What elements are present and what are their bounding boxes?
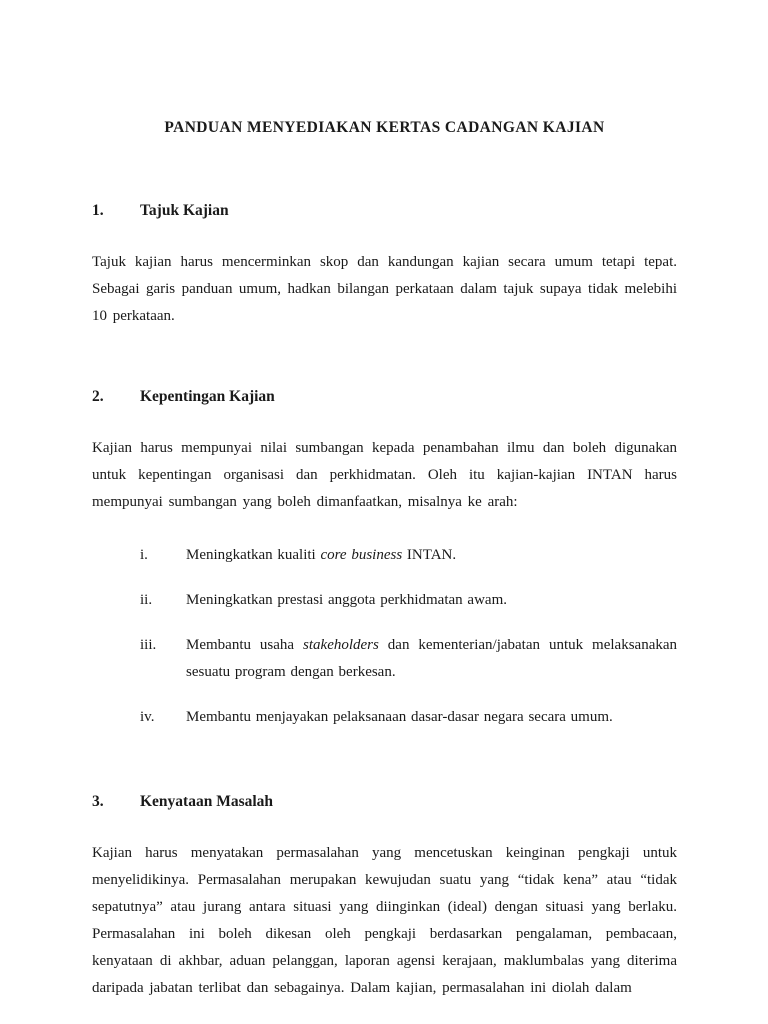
list-text-pre: Meningkatkan prestasi anggota perkhidmatan awam. bbox=[186, 592, 507, 608]
list-item-i bbox=[140, 542, 677, 569]
document-title: PANDUAN MENYEDIAKAN KERTAS CADANGAN KAJIAN bbox=[164, 119, 605, 136]
list-text-post: dan kementerian/jabatan untuk melaksanakan sesuatu program dengan berkesan. bbox=[186, 637, 678, 680]
list-marker: ii. bbox=[140, 592, 153, 608]
section-1-paragraph: Tajuk kajian harus mencerminkan skop dan kandungan kajian secara umum tetapi tepat. Sebagai garis panduan umum, hadkan bilangan perkataan dalam tajuk supaya tidak melebihi 10 perkataan. bbox=[92, 254, 677, 324]
section-3-paragraph: Kajian harus menyatakan permasalahan yang mencetuskan keinginan pengkaji untuk menyelidikinya. Permasalahan merupakan kewujudan suatu yang “tidak kena” atau “tidak sepatutnya” atau jurang antara situasi yang diinginkan (ideal) dengan situasi yang berlaku. Permasalahan ini boleh dikesan oleh pengkaji berdasarkan pengalaman, pembacaan, kenyataan di akhbar, aduan pelanggan, laporan agensi kerajaan, maklumbalas yang diterima daripada jabatan terlibat dan sebagainya. Dalam kajian, permasalahan ini diolah dalam bbox=[92, 845, 677, 996]
italic-term: core business bbox=[320, 547, 403, 563]
list-text bbox=[186, 542, 677, 569]
list-text bbox=[186, 632, 677, 686]
section-1-heading bbox=[92, 202, 677, 219]
list-text bbox=[186, 704, 677, 731]
list-marker: iv. bbox=[140, 709, 155, 725]
section-2-heading bbox=[92, 388, 677, 405]
section-number: 1. bbox=[92, 202, 104, 219]
list-item-iv bbox=[140, 704, 677, 731]
italic-term: stakeholders bbox=[303, 637, 379, 653]
section-title: Kepentingan Kajian bbox=[140, 388, 275, 405]
section-2-paragraph: Kajian harus mempunyai nilai sumbangan kepada penambahan ilmu dan boleh digunakan untuk kepentingan organisasi dan perkhidmatan. Oleh itu kajian-kajian INTAN harus mempunyai sumbangan yang boleh dimanfaatkan, misalnya ke arah: bbox=[92, 440, 677, 510]
list-text-pre: Membantu usaha bbox=[186, 637, 304, 653]
list-marker: i. bbox=[140, 547, 148, 563]
section-3-heading bbox=[92, 793, 677, 810]
list-item-ii bbox=[140, 587, 677, 614]
list-text-pre: Membantu menjayakan pelaksanaan dasar-dasar negara secara umum. bbox=[186, 709, 613, 725]
section-number: 3. bbox=[92, 793, 104, 810]
list-item-iii bbox=[140, 632, 677, 686]
roman-numeral-list bbox=[92, 542, 677, 731]
list-marker: iii. bbox=[140, 637, 157, 653]
section-title: Tajuk Kajian bbox=[140, 202, 229, 219]
section-title: Kenyataan Masalah bbox=[140, 793, 274, 810]
list-text bbox=[186, 587, 677, 614]
list-text-pre: Meningkatkan kualiti bbox=[186, 547, 321, 563]
list-text-post: INTAN. bbox=[402, 547, 457, 563]
section-number: 2. bbox=[92, 388, 104, 405]
